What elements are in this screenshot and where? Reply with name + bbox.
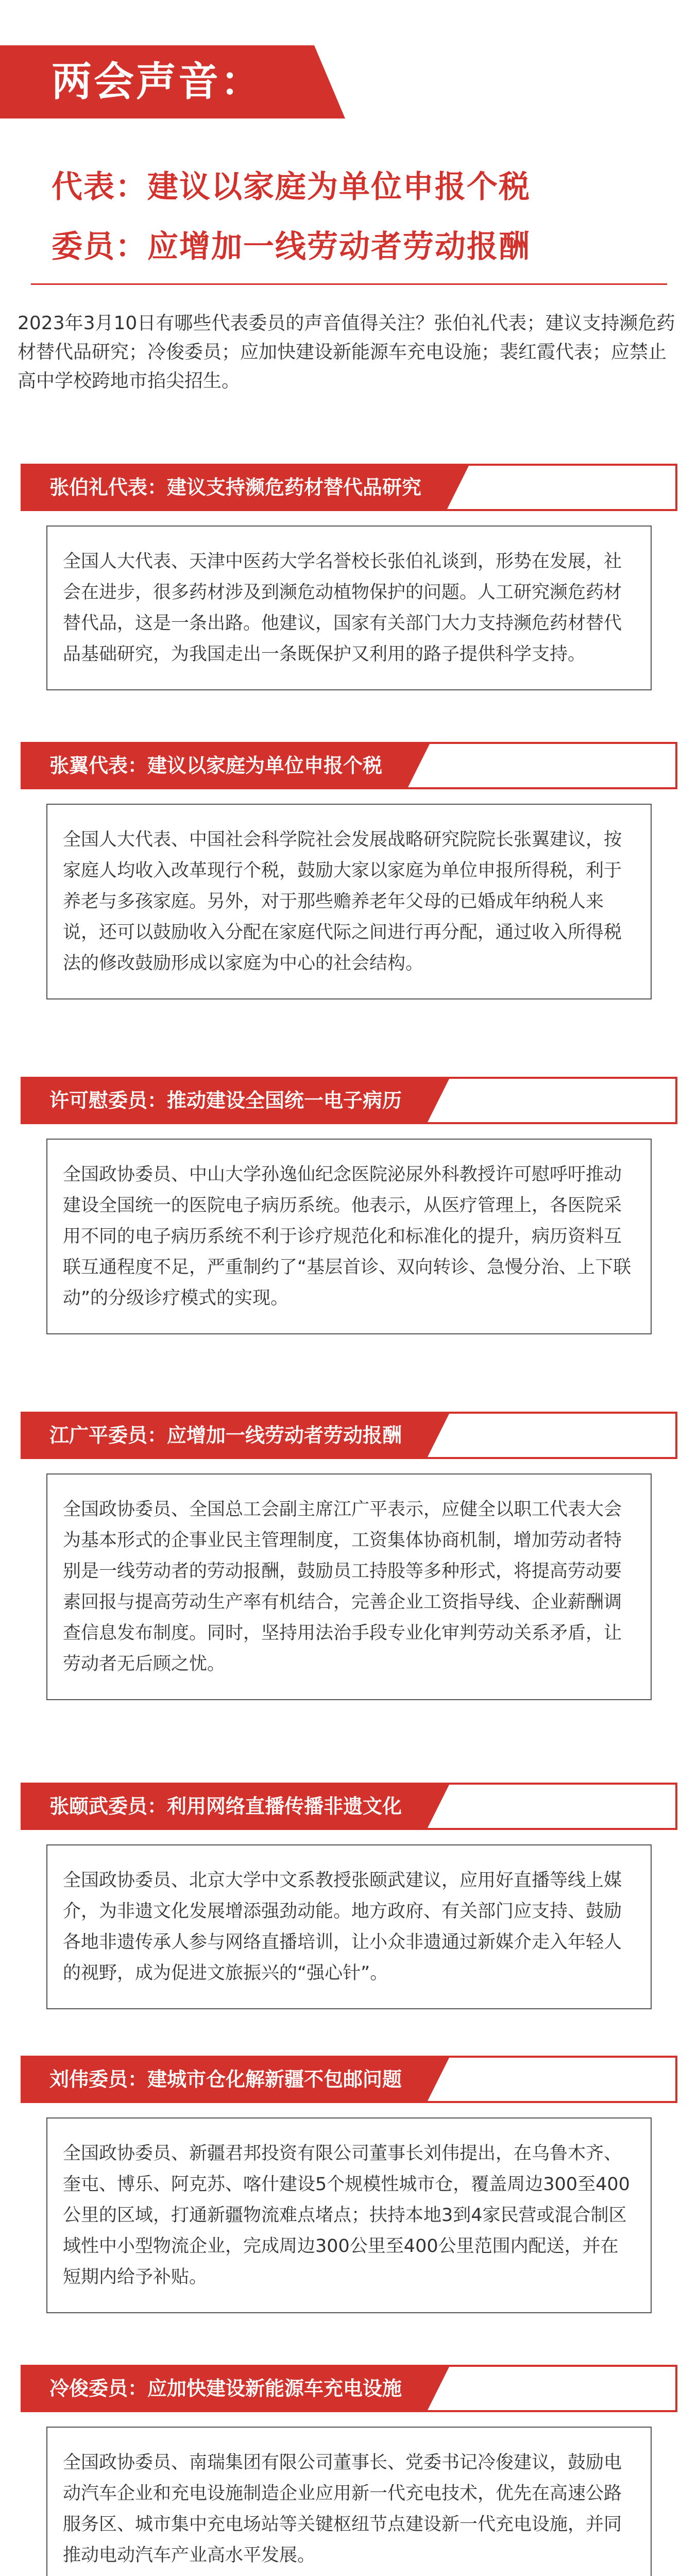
headline-delegate: 代表：建议以家庭为单位申报个税 [52, 169, 531, 205]
headline-member: 委员：应增加一线劳动者劳动报酬 [52, 229, 531, 265]
section-body: 全国政协委员、南瑞集团有限公司董事长、党委书记冷俊建议，鼓励电动汽车企业和充电设施制造企业应用新一代充电技术，优先在高速公路服务区、城市集中充电场站等关键枢纽节点建设新一代充电设施，并同推动电动汽车产业高水平发展。 [46, 2427, 652, 2576]
section-title-bar [21, 1412, 677, 1459]
section-title: 江广平委员：应增加一线劳动者劳动报酬 [23, 1414, 428, 1457]
section-xu-keyu [21, 1077, 677, 1334]
section-zhang-boli [21, 464, 677, 690]
section-title-bar [21, 1783, 677, 1830]
section-title-bar [21, 2365, 677, 2412]
section-title: 冷俊委员：应加快建设新能源车充电设施 [23, 2367, 428, 2410]
page-banner: 两会声音： [0, 45, 314, 118]
section-leng-jun [21, 2365, 677, 2576]
section-zhang-yi [21, 742, 677, 999]
section-body: 全国人大代表、天津中医药大学名誉校长张伯礼谈到，形势在发展，社会在进步，很多药材涉及到濒危动植物保护的问题。人工研究濒危药材替代品，这是一条出路。他建议，国家有关部门大力支持濒危药材替代品基础研究，为我国走出一条既保护又利用的路子提供科学支持。 [46, 526, 652, 690]
section-title-bar [21, 742, 677, 789]
section-body: 全国政协委员、北京大学中文系教授张颐武建议，应用好直播等线上媒介，为非遗文化发展增添强劲动能。地方政府、有关部门应支持、鼓励各地非遗传承人参与网络直播培训，让小众非遗通过新媒介走入年轻人的视野，成为促进文旅振兴的“强心针”。 [46, 1844, 652, 2009]
section-title: 张伯礼代表：建议支持濒危药材替代品研究 [23, 466, 447, 509]
section-jiang-guangping [21, 1412, 677, 1700]
section-title-bar [21, 1077, 677, 1124]
section-title: 张颐武委员：利用网络直播传播非遗文化 [23, 1785, 428, 1828]
section-liu-wei [21, 2056, 677, 2313]
section-title: 许可慰委员：推动建设全国统一电子病历 [23, 1079, 428, 1122]
section-body: 全国政协委员、全国总工会副主席江广平表示，应健全以职工代表大会为基本形式的企事业民主管理制度，工资集体协商机制，增加劳动者特别是一线劳动者的劳动报酬，鼓励员工持股等多种形式，将提高劳动要素回报与提高劳动生产率有机结合，完善企业工资指导线、企业薪酬调查信息发布制度。同时，坚持用法治手段专业化审判劳动关系矛盾，让劳动者无后顾之忧。 [46, 1473, 652, 1700]
section-body: 全国政协委员、中山大学孙逸仙纪念医院泌尿外科教授许可慰呼吁推动建设全国统一的医院电子病历系统。他表示，从医疗管理上，各医院采用不同的电子病历系统不利于诊疗规范化和标准化的提升，病历资料互联互通程度不足，严重制约了“基层首诊、双向转诊、急慢分治、上下联动”的分级诊疗模式的实现。 [46, 1139, 652, 1334]
section-title: 刘伟委员：建城市仓化解新疆不包邮问题 [23, 2058, 428, 2101]
section-body: 全国人大代表、中国社会科学院社会发展战略研究院院长张翼建议，按家庭人均收入改革现行个税，鼓励大家以家庭为单位申报所得税，利于养老与多孩家庭。另外，对于那些赡养老年父母的已婚成年纳税人来说，还可以鼓励收入分配在家庭代际之间进行再分配，通过收入所得税法的修改鼓励形成以家庭为中心的社会结构。 [46, 804, 652, 999]
section-body: 全国政协委员、新疆君邦投资有限公司董事长刘伟提出，在乌鲁木齐、奎屯、博乐、阿克苏、喀什建设5个规模性城市仓，覆盖周边300至400公里的区域，打通新疆物流难点堵点；扶持本地3到4家民营或混合制区域性中小型物流企业，完成周边300公里至400公里范围内配送，并在短期内给予补贴。 [46, 2117, 652, 2313]
section-title-bar [21, 464, 677, 511]
header-divider [31, 283, 667, 285]
section-title: 张翼代表：建议以家庭为单位申报个税 [23, 744, 408, 787]
section-title-bar [21, 2056, 677, 2103]
section-zhang-yiwu [21, 1783, 677, 2009]
headline-block [52, 164, 659, 270]
intro-paragraph: 2023年3月10日有哪些代表委员的声音值得关注？张伯礼代表；建议支持濒危药材替代品研究；冷俊委员；应加快建设新能源车充电设施；裴红霞代表；应禁止高中学校跨地市掐尖招生。 [18, 313, 675, 392]
